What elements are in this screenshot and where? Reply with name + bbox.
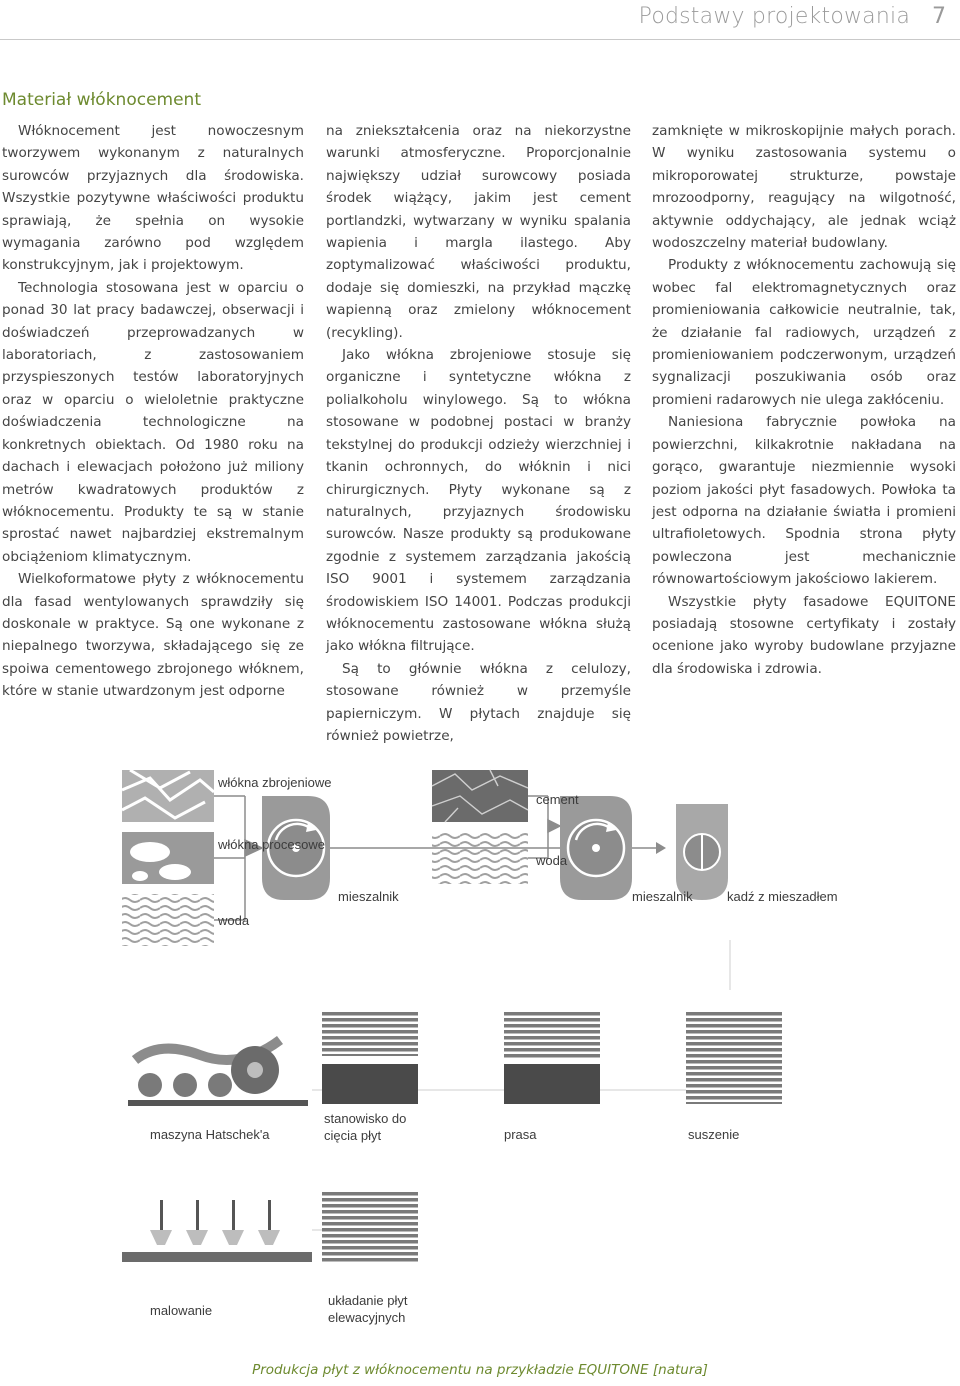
input-arrows [214,796,262,920]
paragraph: Technologia stosowana jest w oparciu o ponad 30 lat pracy badawczej, obserwacji i doświadczeń przeprowadzanych w laboratoriach, z zastosowaniem przyspieszonych testów laboratoryjnych oraz w oparciu o wieloletnie praktyczne doświadczenia technologiczne na konkretnych obiektach. Od 1980 roku na dachach i elewacjach położono już miliony metrów kwadratowych produktów z włóknocementu. Produkty te są w stanie sprostać nawet najbardziej ekstremalnym obciążeniom klimatycznym. [2,279,304,565]
paragraph: Jako włókna zbrojeniowe stosuje się organiczne i syntetyczne włókna z polialkoholu winylowego. Są to włókna stosowane w podobnej postaci w branży tekstylnej do produkcji odzieży wierzchniej i tkanin ochronnych, do włóknin i nici chirurgicznych. Płyty wykonane są z naturalnych, przyjaznych środowisku surowców. Nasze produkty są produkowane zgodnie z systemem zarządzania jakością ISO 9001 i systemem zarządzania środowiskiem ISO 14001. Podczas produkcji włóknocementu zastosowane włókna służą jako włókna filtrujące. [326,347,631,655]
stacking-icon [322,1192,418,1262]
page-number: 7 [932,4,946,29]
text-column-1 [2,120,304,703]
label-water-1: woda [218,913,250,928]
process-fibres-tile [122,832,214,884]
paragraph: Produkty z włóknocementu zachowują się wobec fal elektromagnetycznych oraz promieniowania całkowicie neutralnie, tak, że działanie fal radiowych, urządzeń z promieniowaniem podczerwonym, urządzeń sygnalizacji poszukiwania osób oraz promieni radarowych nie ulega zakłóceniu. [652,257,956,408]
paragraph: Włóknocement jest nowoczesnym tworzywem wykonanym z naturalnych surowców przyjaznych dla środowiska. Wszystkie pozytywne właściwości produktu sprawiają, że spełnia on wysokie wymagania zarówno pod względem konstrukcyjnym, jak i projektowym. [2,123,304,274]
label-drying: suszenie [688,1127,740,1142]
water-tile-2 [432,832,528,884]
label-vat: kadź z mieszadłem [727,889,838,904]
figure-caption: Produkcja płyt z włóknocementu na przykładzie EQUITONE [natura] [252,1362,708,1378]
section-title: Materiał włóknocement [2,90,201,110]
label-cutting: stanowisko do cięcia płyt [324,1111,407,1143]
mixer-2-icon [560,796,632,900]
page-header [0,0,960,40]
cutting-station-icon [322,1010,418,1104]
label-cement: cement [536,792,579,807]
production-diagram-graphics [0,760,960,1340]
paragraph: Wielkoformatowe płyty z włóknocementu dla fasad wentylowanych sprawdziły się doskonale w praktyce. Są one wykonane z niepalnego tworzywa, składającego się ze spoiwa cementowego zbrojonego włóknem, które w stanie utwardzonym jest odporne [2,571,304,700]
label-mixer-2: mieszalnik [632,889,693,904]
paragraph: Naniesiona fabrycznie powłoka na powierzchni, kilkakrotnie nakładana na gorąco, gwarantuje niezmiennie wysoki poziom jakości płyt fasadowych. Powłoka ta jest odporna na działanie światła i promieni ultrafioletowych. Spodnia strona płyty powleczona jest mechanicznie równowartościowym jakościowo lakierem. [652,414,956,588]
label-process-fibres: włókna procesowe [218,837,325,852]
label-painting: malowanie [150,1303,213,1318]
cement-tile [432,770,528,822]
drying-icon [686,1010,782,1104]
label-stacking: układanie płyt elewacyjnych [328,1293,408,1325]
water-tile-1 [122,894,214,946]
hatschek-machine-icon [122,1040,312,1130]
text-column-3 [652,120,956,680]
label-water-2: woda [536,853,568,868]
label-press: prasa [504,1127,537,1142]
header-title: Podstawy projektowania [638,4,910,29]
painting-icon [122,1200,312,1262]
header-rule [0,39,960,40]
text-column-2 [326,120,631,747]
label-reinforcing-fibres: włókna zbrojeniowe [218,775,332,790]
production-diagram [0,760,960,1340]
paragraph: zamknięte w mikroskopijnie małych porach. W wyniku zastosowania systemu o mikroporowatej strukturze, powstaje mrozoodporny, reagujący na wilgotność, aktywnie oddychający, ale jednak wciąż wodoszczelny materiał budowlany. [652,123,956,252]
vat-icon [632,804,728,900]
label-mixer-1: mieszalnik [338,889,399,904]
reinforcing-fibres-tile [122,770,214,822]
paragraph: na zniekształcenia oraz na niekorzystne warunki atmosferyczne. Proporcjonalnie największy udział surowcowy posiada środek wiążący, jakim jest cement portlandzki, wytwarzany w wyniku spalania wapienia i margla ilastego. Aby zoptymalizować właściwości produktu, dodaje się domieszki, na przykład mączkę wapienną oraz zmielony włóknocement (recykling). [326,123,631,341]
press-icon [504,1010,600,1104]
paragraph: Są to głównie włókna z celulozy, stosowane również w przemyśle papierniczym. W płytach znajduje się również powietrze, [326,660,631,744]
paragraph: Wszystkie płyty fasadowe EQUITONE posiadają stosowne certyfikaty i zostały ocenione jako wyroby budowlane przyjazne dla środowiska i zdrowia. [652,593,956,677]
label-hatschek: maszyna Hatschek'a [150,1127,270,1142]
